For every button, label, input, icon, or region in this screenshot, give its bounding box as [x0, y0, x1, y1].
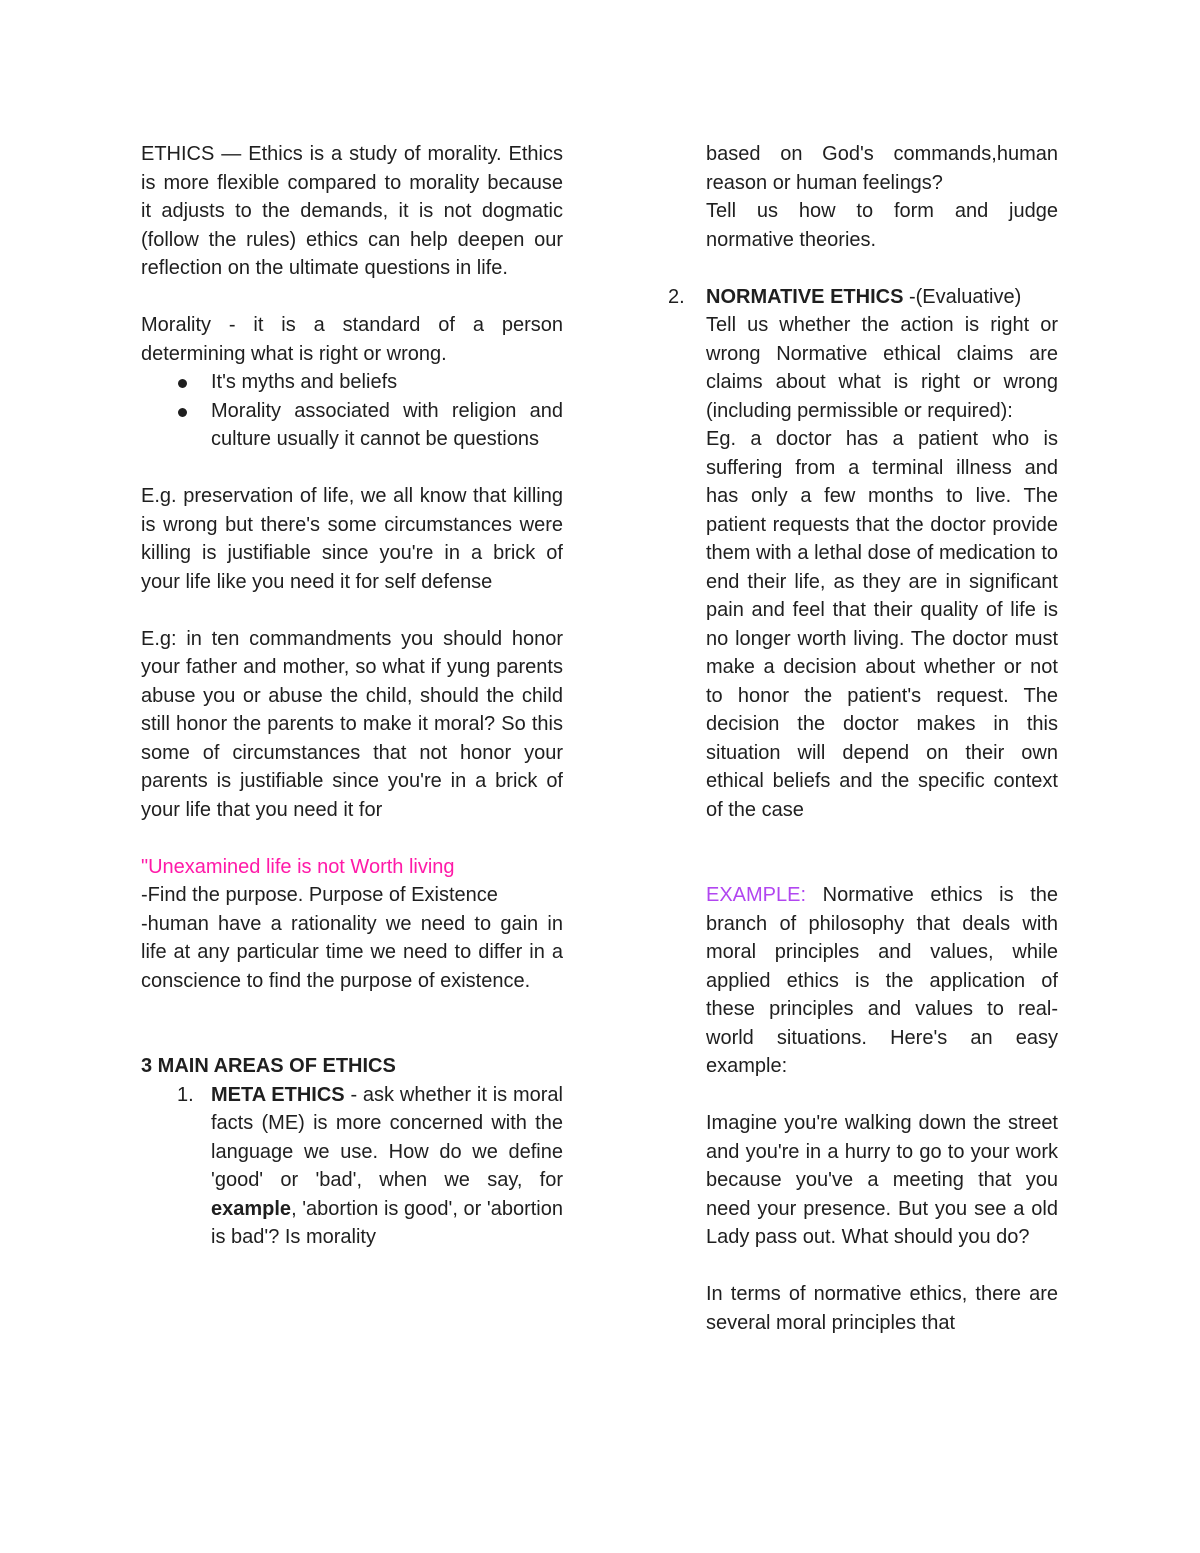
meta-ethics-title: META ETHICS [211, 1083, 345, 1106]
right-column [668, 140, 1058, 1337]
doctor-example-paragraph: Eg. a doctor has a patient who is suffering from a terminal illness and has only a few months to live. The patient requests that the doctor provide them with a lethal dose of medication to end their life, as they are in significant pain and feel that their quality of life is no longer worth living. The doctor must make a decision about whether or not to honor the patient's request. The decision the doctor makes in this situation will depend on their own ethical beliefs and the specific context of the case [706, 428, 1058, 821]
morality-paragraph: Morality - it is a standard of a person determining what is right or wrong. [141, 314, 563, 365]
normative-terms-paragraph: In terms of normative ethics, there are several moral principles that [706, 1283, 1058, 1334]
meta-ethics-item: 1. META ETHICS - ask whether it is moral facts (ME) is more concerned with the language we use. How do we define 'good' or 'bad', when we say, for example, 'abortion is good', or 'abortion is bad'? Is morality [141, 1081, 563, 1252]
ethics-paragraph: ETHICS — Ethics is a study of morality. Ethics is more flexible compared to morality because it adjusts to the demands, it is not dogmatic (follow the rules) ethics can help deepen our reflection on the ultimate questions in life. [141, 143, 563, 279]
example-paragraph: EXAMPLE: Normative ethics is the branch of philosophy that deals with moral principles and values, while applied ethics is the application of these principles and values to real-world situations. Here's an easy example: [706, 884, 1058, 1077]
example-preservation-paragraph: E.g. preservation of life, we all know that killing is wrong but there's some circumstances were killing is justifiable since you're in a brick of your life like you need it for self defense [141, 485, 563, 593]
meta-ethics-continuation: based on God's commands,human reason or human feelings? [706, 143, 1058, 194]
normative-ethics-item: 2. NORMATIVE ETHICS -(Evaluative) Tell us whether the action is right or wrong Normative ethical claims are claims about what is right or wrong (including permissible or required): Eg. a doctor has a patient who is suffering from a terminal illness and has only a few months to live. The patient requests that the doctor provide them with a lethal dose of medication to end their life, as they are in significant pain and feel that their quality of life is no longer worth living. The doctor must make a decision about whether or not to honor the patient's request. The decision the doctor makes in this situation will depend on their own ethical beliefs and the specific context of the case [706, 283, 1058, 825]
bullet-dot-icon [178, 379, 187, 388]
example-label: EXAMPLE: [706, 884, 807, 906]
purpose-line: -Find the purpose. Purpose of Existence [141, 884, 498, 906]
item-number: 1. [177, 1083, 194, 1106]
morality-bullet-list [141, 368, 563, 454]
meta-ethics-continuation-2: Tell us how to form and judge normative theories. [706, 200, 1058, 251]
example-commandments-paragraph: E.g: in ten commandments you should honor your father and mother, so what if yung parents abuse you or abuse the child, should the child still honor the parents to make it moral? So this some of circumstances that not honor your parents is justifiable since you're in a brick of your life that you need it for [141, 627, 563, 821]
main-areas-heading: 3 MAIN AREAS OF ETHICS [141, 1055, 396, 1077]
bullet-item: It's myths and beliefs [141, 368, 563, 397]
example-bold-word: example [211, 1197, 292, 1220]
bullet-item: Morality associated with religion and culture usually it cannot be questions [141, 397, 563, 454]
bullet-dot-icon [178, 408, 187, 417]
rationality-paragraph: -human have a rationality we need to gain in life at any particular time we need to differ in a conscience to find the purpose of existence. [141, 912, 563, 992]
imagine-paragraph: Imagine you're walking down the street and you're in a hurry to go to your work because you've a meeting that you need your presence. But you see a old Lady pass out. What should you do? [706, 1112, 1058, 1248]
quote-line: "Unexamined life is not Worth living [141, 855, 455, 878]
normative-ethics-title: NORMATIVE ETHICS [706, 285, 904, 308]
normative-ethics-body: Tell us whether the action is right or wrong Normative ethical claims are claims about what is right or wrong (including permissible or required): [706, 314, 1058, 422]
left-column [141, 140, 563, 1252]
item-number: 2. [668, 285, 685, 308]
